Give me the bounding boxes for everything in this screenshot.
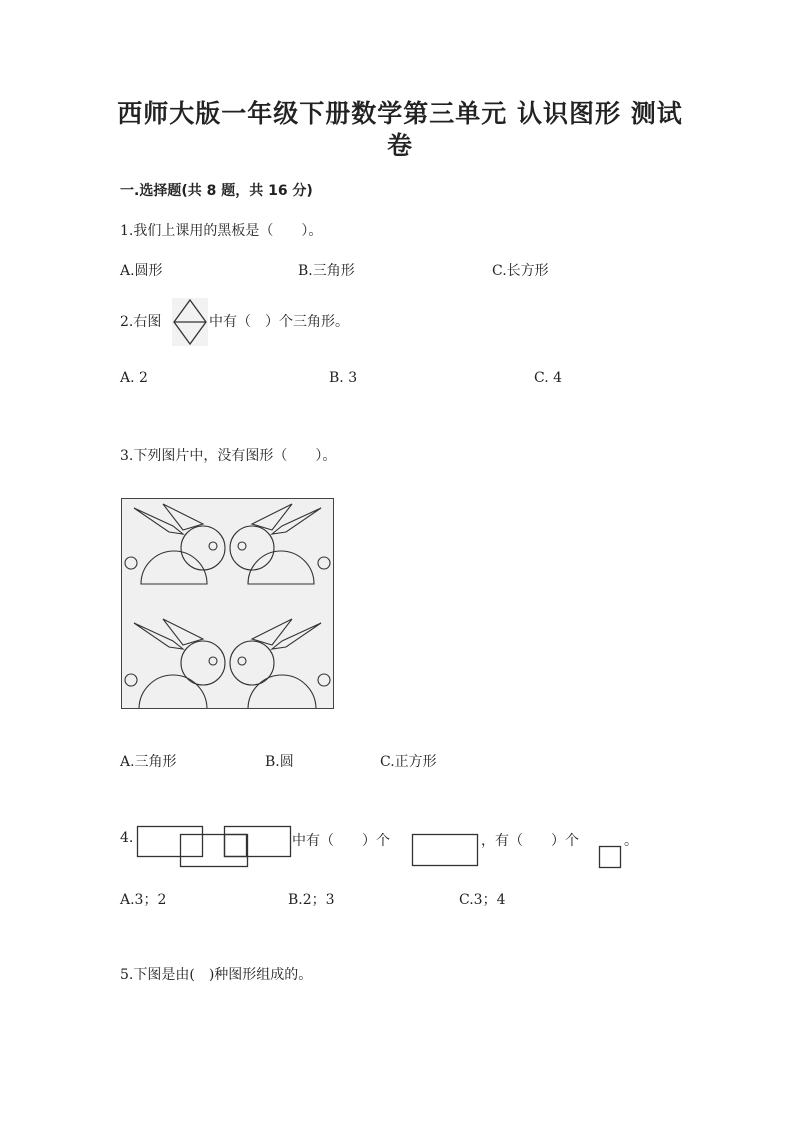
- rabbits-figure: [121, 498, 334, 709]
- q2-option-a[interactable]: A. 2: [120, 370, 148, 386]
- question-1: 1.我们上课用的黑板是（ ）。: [120, 223, 323, 239]
- diamond-triangles-figure: [172, 298, 208, 346]
- page-title: 西师大版一年级下册数学第三单元 认识图形 测试: [117, 99, 683, 128]
- question-3: 3.下列图片中，没有图形（ ）。: [120, 448, 337, 464]
- question-4-text-1: 中有（ ）个: [292, 833, 390, 849]
- q4-option-b[interactable]: B.2；3: [288, 892, 335, 908]
- question-4-number: 4.: [120, 830, 134, 846]
- q4-option-a[interactable]: A.3；2: [120, 892, 167, 908]
- q1-option-c[interactable]: C.长方形: [492, 263, 549, 279]
- q2-option-b[interactable]: B. 3: [329, 370, 358, 386]
- q2-option-c[interactable]: C. 4: [534, 370, 563, 386]
- square-icon: [598, 845, 624, 869]
- question-2-suffix: 中有（ ）个三角形。: [209, 314, 349, 330]
- q3-option-b[interactable]: B.圆: [265, 754, 294, 770]
- q4-option-c[interactable]: C.3；4: [459, 892, 506, 908]
- question-5: 5.下图是由( )种图形组成的。: [120, 967, 313, 983]
- section-heading: 一.选择题(共 8 题，共 16 分): [120, 183, 313, 199]
- q1-option-a[interactable]: A.圆形: [120, 263, 163, 279]
- overlapping-rectangles-figure: [136, 823, 292, 869]
- q3-option-a[interactable]: A.三角形: [120, 754, 177, 770]
- q1-option-b[interactable]: B.三角形: [298, 263, 355, 279]
- question-2-prefix: 2.右图: [120, 314, 162, 330]
- question-4-text-2: ，有（ ）个: [481, 833, 579, 849]
- question-4-text-3: 。: [624, 833, 638, 849]
- rectangle-icon: [411, 833, 479, 867]
- page-title-continued: 卷: [386, 131, 413, 160]
- q3-option-c[interactable]: C.正方形: [380, 754, 437, 770]
